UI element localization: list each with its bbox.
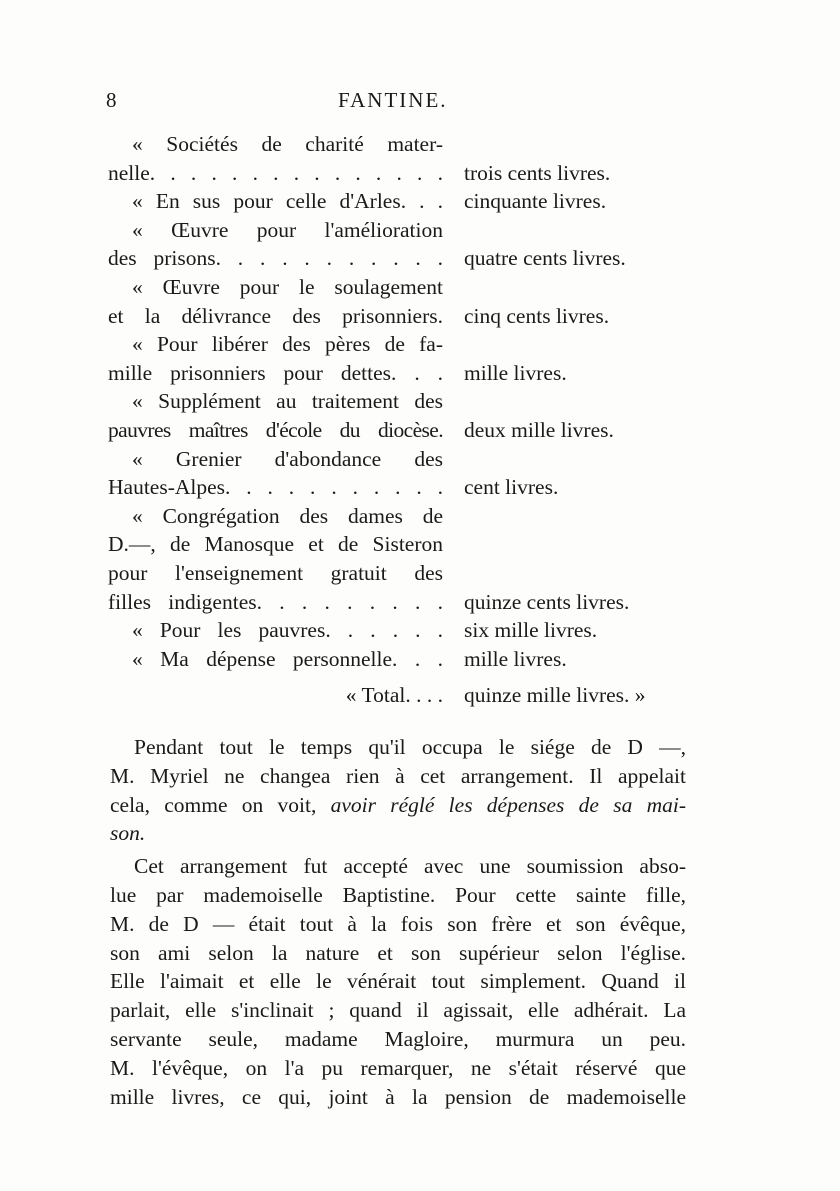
text-line [110,791,686,820]
item-line: « Œuvre pour l'amélioration [132,217,443,242]
item-line: « Grenier d'abondance des [132,446,443,471]
text-line: lue par mademoiselle Baptistine. Pour cette sainte fille, [110,882,686,907]
budget-item [108,616,688,645]
page-number: 8 [106,88,118,112]
italic-phrase: avoir réglé les dépenses de sa mai- [330,792,687,817]
item-amount: quatre cents livres. [464,246,626,271]
budget-item [108,216,688,273]
text-line: Cet arrangement fut accepté avec une soumission abso- [134,854,686,879]
item-line: Hautes-Alpes. . . . . . . . . . . [108,475,443,500]
text-line: Pendant tout le temps qu'il occupa le siége de D —, [134,735,686,759]
item-line: mille prisonniers pour dettes. . . [108,360,443,385]
item-amount: mille livres. [464,646,567,671]
total-label: « Total. . . . [345,683,443,708]
item-amount: trois cents livres. [464,160,611,185]
text-line: son ami selon la nature et son supérieur selon l'église. [110,940,686,965]
item-line: filles indigentes. . . . . . . . . [108,589,443,614]
item-line: D.—, de Manosque et de Sisteron [108,532,443,557]
budget-item [108,502,688,616]
budget-item [108,330,688,387]
page-header [106,88,686,118]
text-line: mille livres, ce qui, joint à la pension de mademoiselle [110,1084,686,1109]
budget-item [108,273,688,330]
budget-item [108,645,688,674]
item-line: « Ma dépense personnelle. . . [132,646,443,671]
text-line: M. de D — était tout à la fois son frère et son évêque, [110,911,686,936]
text-line [110,819,686,848]
body-text [110,733,686,1111]
item-amount: quinze cents livres. [464,589,630,614]
italic-phrase: son. [110,821,146,846]
budget-item [108,445,688,502]
paragraph [110,733,686,848]
budget-item [108,187,688,216]
item-line: nelle. . . . . . . . . . . . . . . [108,160,443,185]
item-amount: cinquante livres. [464,189,607,214]
text-line: Elle l'aimait et elle le vénérait tout simplement. Quand il [110,969,686,994]
item-amount: deux mille livres. [464,417,614,442]
item-line: « Congrégation des dames de [132,503,443,528]
item-line: et la délivrance des prisonniers. [108,303,443,328]
item-line: « Supplément au traitement des [132,389,443,414]
item-line: « En sus pour celle d'Arles. . . [132,189,443,214]
item-amount: six mille livres. [464,618,598,643]
item-line: « Pour libérer des pères de fa- [132,332,443,357]
item-line: pauvres maîtres d'école du diocèse. [108,417,443,442]
budget-table [108,130,688,710]
item-line: « Sociétés de charité mater- [132,132,443,156]
item-line: pour l'enseignement gratuit des [108,560,443,585]
item-amount: cent livres. [464,475,559,500]
item-amount: mille livres. [464,360,567,385]
text-line: M. l'évêque, on l'a pu remarquer, ne s'était réservé que [110,1055,686,1080]
budget-item [108,130,688,187]
text-run: cela, comme on voit, [110,792,317,817]
item-line: des prisons. . . . . . . . . . . [108,246,443,271]
text-line: servante seule, madame Magloire, murmura un peu. [110,1026,686,1051]
text-line: parlait, elle s'inclinait ; quand il agissait, elle adhérait. La [110,998,686,1023]
total-amount: quinze mille livres. » [464,683,646,708]
budget-total [108,681,688,710]
running-title: FANTINE. [338,88,448,112]
budget-item [108,387,688,444]
item-line: « Œuvre pour le soulagement [132,274,443,299]
item-line: « Pour les pauvres. . . . . . [132,618,443,643]
text-line: M. Myriel ne changea rien à cet arrangement. Il appelait [110,763,686,788]
item-amount: cinq cents livres. [464,303,610,328]
paragraph [110,852,686,1111]
